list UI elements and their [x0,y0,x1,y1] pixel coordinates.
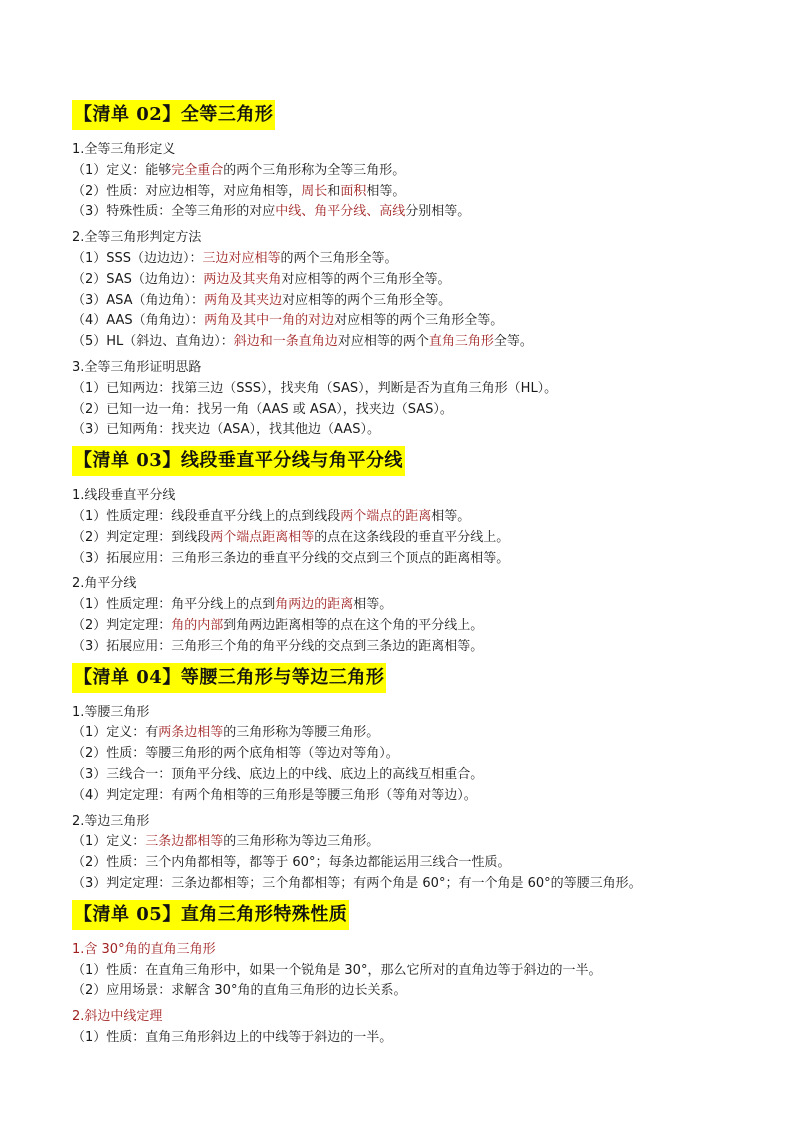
section-title [72,100,732,130]
highlight-text: 中线、角平分线、高线 [275,204,406,220]
subsection [72,1007,732,1049]
text: （2）判定定理： [72,617,172,633]
subsection-heading: 2.全等三角形判定方法 [72,230,202,246]
text: （2）判定定理：到线段 [72,529,211,545]
section-05 [72,900,732,1049]
list-item [72,507,732,528]
highlight-text: 三条边都相等 [145,834,224,850]
text: 对应相等的两个三角形全等。 [281,271,451,287]
section-02 [72,100,732,441]
subsection [72,812,732,895]
section-title-highlight: 【清单 04】等腰三角形与等边三角形 [72,663,386,693]
highlight-text: 角两边的距离 [275,597,354,613]
highlight-text: 三边对应相等 [202,250,281,266]
text: （2）SAS（边角边）： [72,271,204,287]
highlight-text: 两角及其中一角的对边 [204,313,335,329]
section-title-highlight: 【清单 02】全等三角形 [72,100,275,130]
text: （1）性质定理：线段垂直平分线上的点到线段 [72,508,341,524]
subsection [72,703,732,807]
subsection-heading: 2.等边三角形 [72,813,150,829]
text: （5）HL（斜边、直角边）： [72,334,234,350]
highlight-text: 两条边相等 [158,725,224,741]
text: 对应相等的两个 [337,334,429,350]
list-item [72,595,732,616]
section-03 [72,446,732,657]
highlight-text: 周长 [301,183,328,199]
text: （1）定义：能够 [72,162,172,178]
list-item [72,182,732,203]
list-item [72,723,732,744]
subsection-heading: 1.等腰三角形 [72,704,150,720]
list-item [72,161,732,182]
list-item [72,616,732,637]
subsection [72,358,732,441]
text: 的三角形称为等边三角形。 [223,834,380,850]
text: （4）AAS（角角边）： [72,313,205,329]
text: （3）特殊性质：全等三角形的对应 [72,204,276,220]
list-item [72,528,732,549]
text: 和 [327,183,341,199]
highlight-text: 斜边和一条直角边 [233,334,338,350]
text: 对应相等的两个三角形全等。 [334,313,504,329]
list-item [72,332,732,353]
list-item [72,202,732,223]
subsection [72,140,732,223]
text: （1）定义：有 [72,725,159,741]
list-item [72,832,732,853]
subsection [72,486,732,569]
subsection [72,940,732,1002]
highlight-text: 完全重合 [171,162,224,178]
highlight-text: 角的内部 [171,617,224,633]
subsection-heading: 1.含 30°角的直角三角形 [72,941,216,957]
document-content [72,100,732,1054]
section-title-highlight: 【清单 03】线段垂直平分线与角平分线 [72,446,405,476]
section-title [72,663,732,693]
list-item: （2）性质：等腰三角形的两个底角相等（等边对等角）。 [72,746,399,762]
text: 到角两边距离相等的点在这个角的平分线上。 [223,617,484,633]
highlight-text: 两个端点的距离 [340,508,432,524]
list-item: （2）已知一边一角：找另一角（AAS 或 ASA），找夹边（SAS）。 [72,401,453,417]
text: 分别相等。 [405,204,471,220]
text: 的三角形称为等腰三角形。 [223,725,380,741]
subsection-heading: 2.角平分线 [72,576,137,592]
text: 全等。 [493,334,533,350]
section-title-highlight: 【清单 05】直角三角形特殊性质 [72,900,349,930]
text: 对应相等的两个三角形全等。 [282,292,452,308]
list-item: （1）性质：在直角三角形中，如果一个锐角是 30°，那么它所对的直角边等于斜边的一半。 [72,962,602,978]
section-title [72,446,732,476]
highlight-text: 两个端点距离相等 [210,529,315,545]
list-item [72,270,732,291]
list-item: （3）判定定理：三条边都相等；三个角都相等；有两个角是 60°；有一个角是 60°的等腰三角形。 [72,875,642,891]
list-item [72,249,732,270]
list-item [72,291,732,312]
list-item: （2）应用场景：求解含 30°角的直角三角形的边长关系。 [72,983,407,999]
text: （1）SSS（边边边）： [72,250,203,266]
highlight-text: 两角及其夹边 [204,292,283,308]
text: 相等。 [366,183,406,199]
text: （1）定义： [72,834,146,850]
text: 相等。 [353,597,393,613]
subsection [72,574,732,657]
list-item: （3）拓展应用：三角形三条边的垂直平分线的交点到三个顶点的距离相等。 [72,550,510,566]
highlight-text: 两边及其夹角 [203,271,282,287]
list-item: （3）三线合一：顶角平分线、底边上的中线、底边上的高线互相重合。 [72,766,484,782]
text: （3）ASA（角边角）： [72,292,205,308]
text: 的点在这条线段的垂直平分线上。 [314,529,510,545]
subsection-heading: 2.斜边中线定理 [72,1009,163,1025]
list-item: （3）拓展应用：三角形三个角的角平分线的交点到三条边的距离相等。 [72,638,484,654]
list-item: （1）性质：直角三角形斜边上的中线等于斜边的一半。 [72,1029,393,1045]
section-04 [72,663,732,895]
text: 的两个三角形称为全等三角形。 [223,162,406,178]
subsection [72,228,732,353]
text: （1）性质定理：角平分线上的点到 [72,597,276,613]
text: 的两个三角形全等。 [280,250,398,266]
subsection-heading: 1.线段垂直平分线 [72,488,176,504]
list-item: （1）已知两边：找第三边（SSS），找夹角（SAS），判断是否为直角三角形（HL）。 [72,380,558,396]
section-title [72,900,732,930]
text: （2）性质：对应边相等，对应角相等， [72,183,302,199]
subsection-heading: 3.全等三角形证明思路 [72,359,202,375]
subsection-heading: 1.全等三角形定义 [72,142,176,157]
list-item: （2）性质：三个内角都相等，都等于 60°；每条边都能运用三线合一性质。 [72,855,511,871]
text: 相等。 [431,508,471,524]
list-item: （4）判定定理：有两个角相等的三角形是等腰三角形（等角对等边）。 [72,787,477,803]
list-item: （3）已知两角：找夹边（ASA），找其他边（AAS）。 [72,422,380,438]
highlight-text: 直角三角形 [428,334,494,350]
list-item [72,311,732,332]
highlight-text: 面积 [340,183,367,199]
